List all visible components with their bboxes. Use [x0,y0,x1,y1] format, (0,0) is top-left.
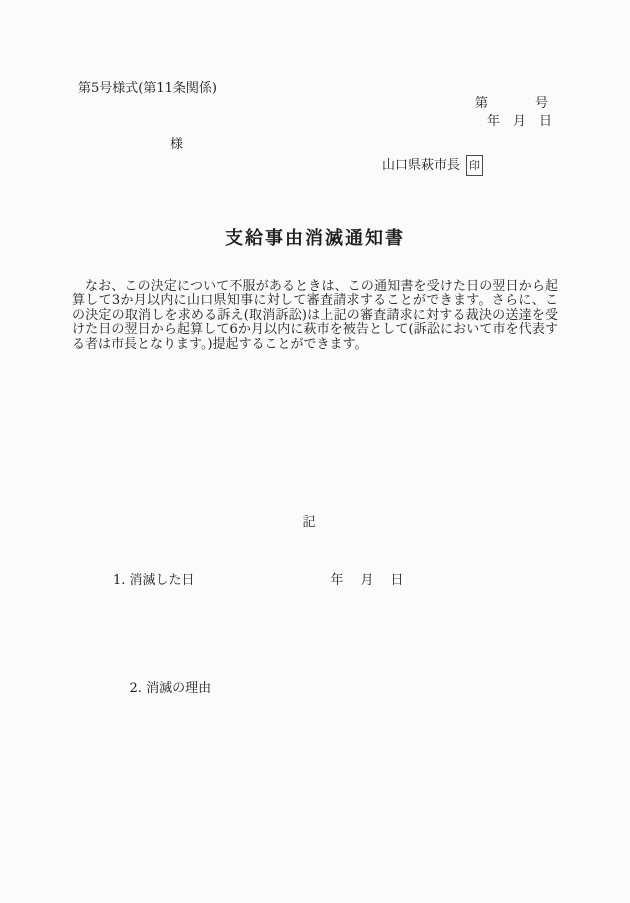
list-item-extinguish-date [113,574,406,589]
issuer-line [382,156,483,177]
item1-label: 1. 消滅した日 [113,573,195,588]
issuer-name: 山口県萩市長 [382,158,461,174]
list-item-extinguish-reason [113,667,211,712]
doc-number-prefix: 第 [475,96,489,111]
appeal-rights-paragraph: なお、この決定について不服があるときは、この通知書を受けた日の翌日から起算して3か月以内に山口県知事に対して審査請求することができます。さらに、この決定の取消しを求める訴え(取消訴訟)は上記の審査請求に対する裁決の送達を受けた日の翌日から起算して6か月以内に萩市を被告として(訴訟において市を代表する者は市長となります。)提起することができます。 [72,279,558,352]
form-number: 第5号様式(第11条関係) [78,81,217,96]
ki-section-marker: 記 [302,515,316,530]
document-title: 支給事由消滅通知書 [225,228,405,249]
document-number-line [475,97,548,112]
issue-date-placeholder: 年 月 日 [487,114,553,129]
item2-label: 2. 消滅の理由 [129,680,212,696]
item1-date-placeholder: 年 月 日 [330,573,406,588]
addressee-honorific: 様 [170,137,184,152]
doc-number-suffix: 号 [535,96,549,111]
seal-placeholder: 印 [466,155,483,176]
